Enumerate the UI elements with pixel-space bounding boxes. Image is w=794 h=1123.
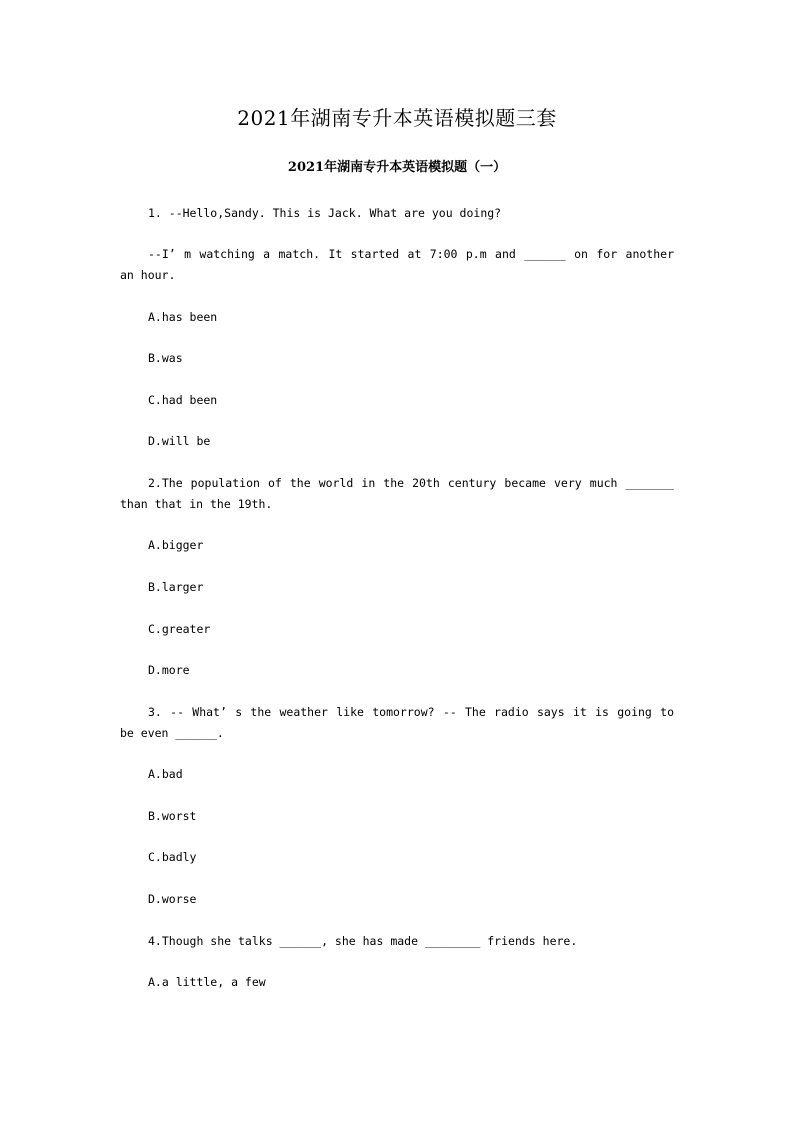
question-1-reply: --I’ m watching a match. It started at 7:00 p.m and ______ on for another an hour. <box>120 247 674 282</box>
question-3-option-b: B.worst <box>148 809 197 823</box>
question-2-option-c: C.greater <box>148 622 211 636</box>
question-3-stem: 3. -- What’ s the weather like tomorrow? -- The radio says it is going to be even ______. <box>120 705 674 740</box>
question-3-option-c: C.badly <box>148 850 197 864</box>
section-title: 2021年湖南专升本英语模拟题（一） <box>287 160 507 175</box>
question-1-stem: 1. --Hello,Sandy. This is Jack. What are you doing? <box>148 206 502 220</box>
question-3-option-a: A.bad <box>148 767 183 781</box>
document-title: 2021年湖南专升本英语模拟题三套 <box>237 106 557 130</box>
question-4-option-a: A.a little, a few <box>148 975 266 989</box>
question-2-stem: 2.The population of the world in the 20th century became very much _______ than that in the 19th. <box>120 476 674 511</box>
question-1-option-c: C.had been <box>148 393 218 407</box>
question-4-stem: 4.Though she talks ______, she has made ________ friends here. <box>148 934 578 948</box>
question-1-option-a: A.has been <box>148 310 218 324</box>
question-2-option-b: B.larger <box>148 580 204 594</box>
question-2-option-d: D.more <box>148 663 190 677</box>
question-3-option-d: D.worse <box>148 892 197 906</box>
question-1-option-b: B.was <box>148 351 183 365</box>
question-2-option-a: A.bigger <box>148 538 204 552</box>
question-1-option-d: D.will be <box>148 434 211 448</box>
